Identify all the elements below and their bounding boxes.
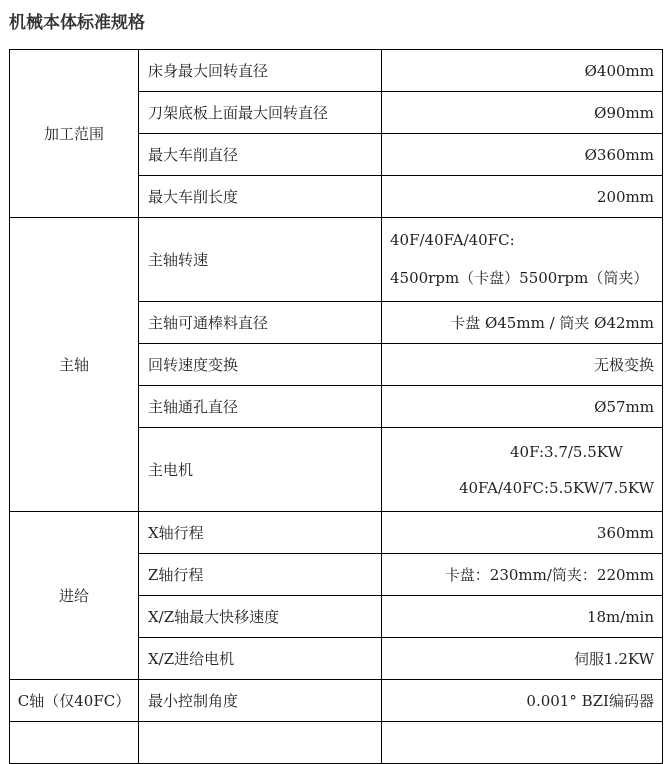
group-label-c-axis: C轴（仅40FC） [10,680,139,722]
param-label: X/Z进给电机 [139,638,382,680]
value-line: 4500rpm（卡盘）5500rpm（筒夹） [390,269,649,287]
param-value: 18m/min [382,596,663,638]
param-label: Z轴行程 [139,554,382,596]
value-line: 40F/40FA/40FC: [390,231,515,249]
param-value: Ø90mm [382,92,663,134]
group-label-machining-range: 加工范围 [10,50,139,218]
param-value: 无极变换 [382,344,663,386]
param-label: 最大车削直径 [139,134,382,176]
value-line: 40FA/40FC:5.5KW/7.5KW [458,478,654,497]
group-label-spindle: 主轴 [10,218,139,512]
table-row [10,50,663,92]
param-value: 卡盘：230mm/筒夹：220mm [382,554,663,596]
table-row-cut-off [10,722,663,764]
param-value: Ø400mm [382,50,663,92]
value-line: 40F:3.7/5.5KW [510,442,623,461]
param-label: 主轴转速 [139,218,382,302]
param-value [382,218,663,302]
spec-table [9,49,663,764]
param-value: 360mm [382,512,663,554]
param-value: 卡盘 Ø45mm / 筒夹 Ø42mm [382,302,663,344]
param-value: Ø57mm [382,386,663,428]
page-title: 机械本体标准规格 [9,13,145,33]
param-value: 200mm [382,176,663,218]
table-row [10,680,663,722]
param-label: 最小控制角度 [139,680,382,722]
param-value: 伺服1.2KW [382,638,663,680]
param-value: 0.001° BZI编码器 [382,680,663,722]
param-label: 床身最大回转直径 [139,50,382,92]
table-row [10,218,663,302]
param-label: 最大车削长度 [139,176,382,218]
param-label: 主电机 [139,428,382,512]
group-label-feed: 进给 [10,512,139,680]
param-label: X轴行程 [139,512,382,554]
param-label: 主轴可通棒料直径 [139,302,382,344]
param-label: 回转速度变换 [139,344,382,386]
param-label: X/Z轴最大快移速度 [139,596,382,638]
param-label: 刀架底板上面最大回转直径 [139,92,382,134]
param-value: Ø360mm [382,134,663,176]
param-value [382,428,663,512]
param-label: 主轴通孔直径 [139,386,382,428]
table-row [10,512,663,554]
